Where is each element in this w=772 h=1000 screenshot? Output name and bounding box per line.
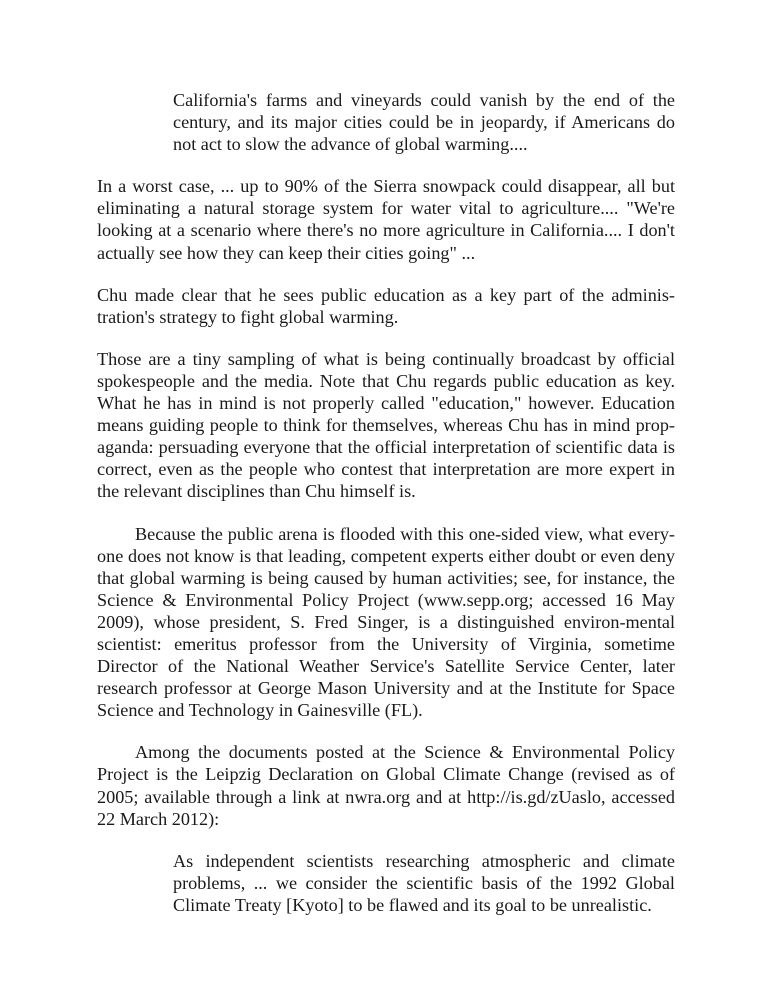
paragraph-worst-case: In a worst case, ... up to 90% of the Sierra snowpack could disappear, all but eliminating a natural storage system for water vital to agriculture.... "We're looking at a scenario where there's no more agriculture in California.... I don't actually see how they can keep their cities going" ... <box>97 176 675 263</box>
block-quote-independent-scientists: As independent scientists researching atmospheric and climate problems, ... we consider the scientific basis of the 1992 Global Climate Treaty [Kyoto] to be flawed and its goal to be unrealistic. <box>173 850 675 915</box>
document-page <box>97 89 675 916</box>
paragraph-public-arena: Because the public arena is flooded with this one-sided view, what every-one does not know is that leading, competent experts either doubt or even deny that global warming is being caused by human activities; see, for instance, the Science & Environmental Policy Project (www.sepp.org; accessed 16 May 2009), whose president, S. Fred Singer, is a distinguished environ-mental scientist: emeritus professor from the University of Virginia, sometime Director of the National Weather Service's Satellite Service Center, later research professor at George Mason University and at the Institute for Space Science and Technology in Gainesville (FL). <box>97 523 675 721</box>
paragraph-sampling: Those are a tiny sampling of what is being continually broadcast by official spokespeople and the media. Note that Chu regards public education as key. What he has in mind is not properly called "education," however. Education means guiding people to think for themselves, whereas Chu has in mind prop-aganda: persuading everyone that the official interpretation of scientific data is correct, even as the people who contest that interpretation are more expert in the relevant disciplines than Chu himself is. <box>97 348 675 502</box>
paragraph-chu-education: Chu made clear that he sees public education as a key part of the adminis-tration's strategy to fight global warming. <box>97 284 675 327</box>
paragraph-leipzig-declaration: Among the documents posted at the Science & Environmental Policy Project is the Leipzig Declaration on Global Climate Change (revised as of 2005; available through a link at nwra.org and at http://is.gd/zUaslo, accessed 22 March 2012): <box>97 742 675 829</box>
block-quote-california: California's farms and vineyards could vanish by the end of the century, and its major cities could be in jeopardy, if Americans do not act to slow the advance of global warming.... <box>173 90 675 155</box>
